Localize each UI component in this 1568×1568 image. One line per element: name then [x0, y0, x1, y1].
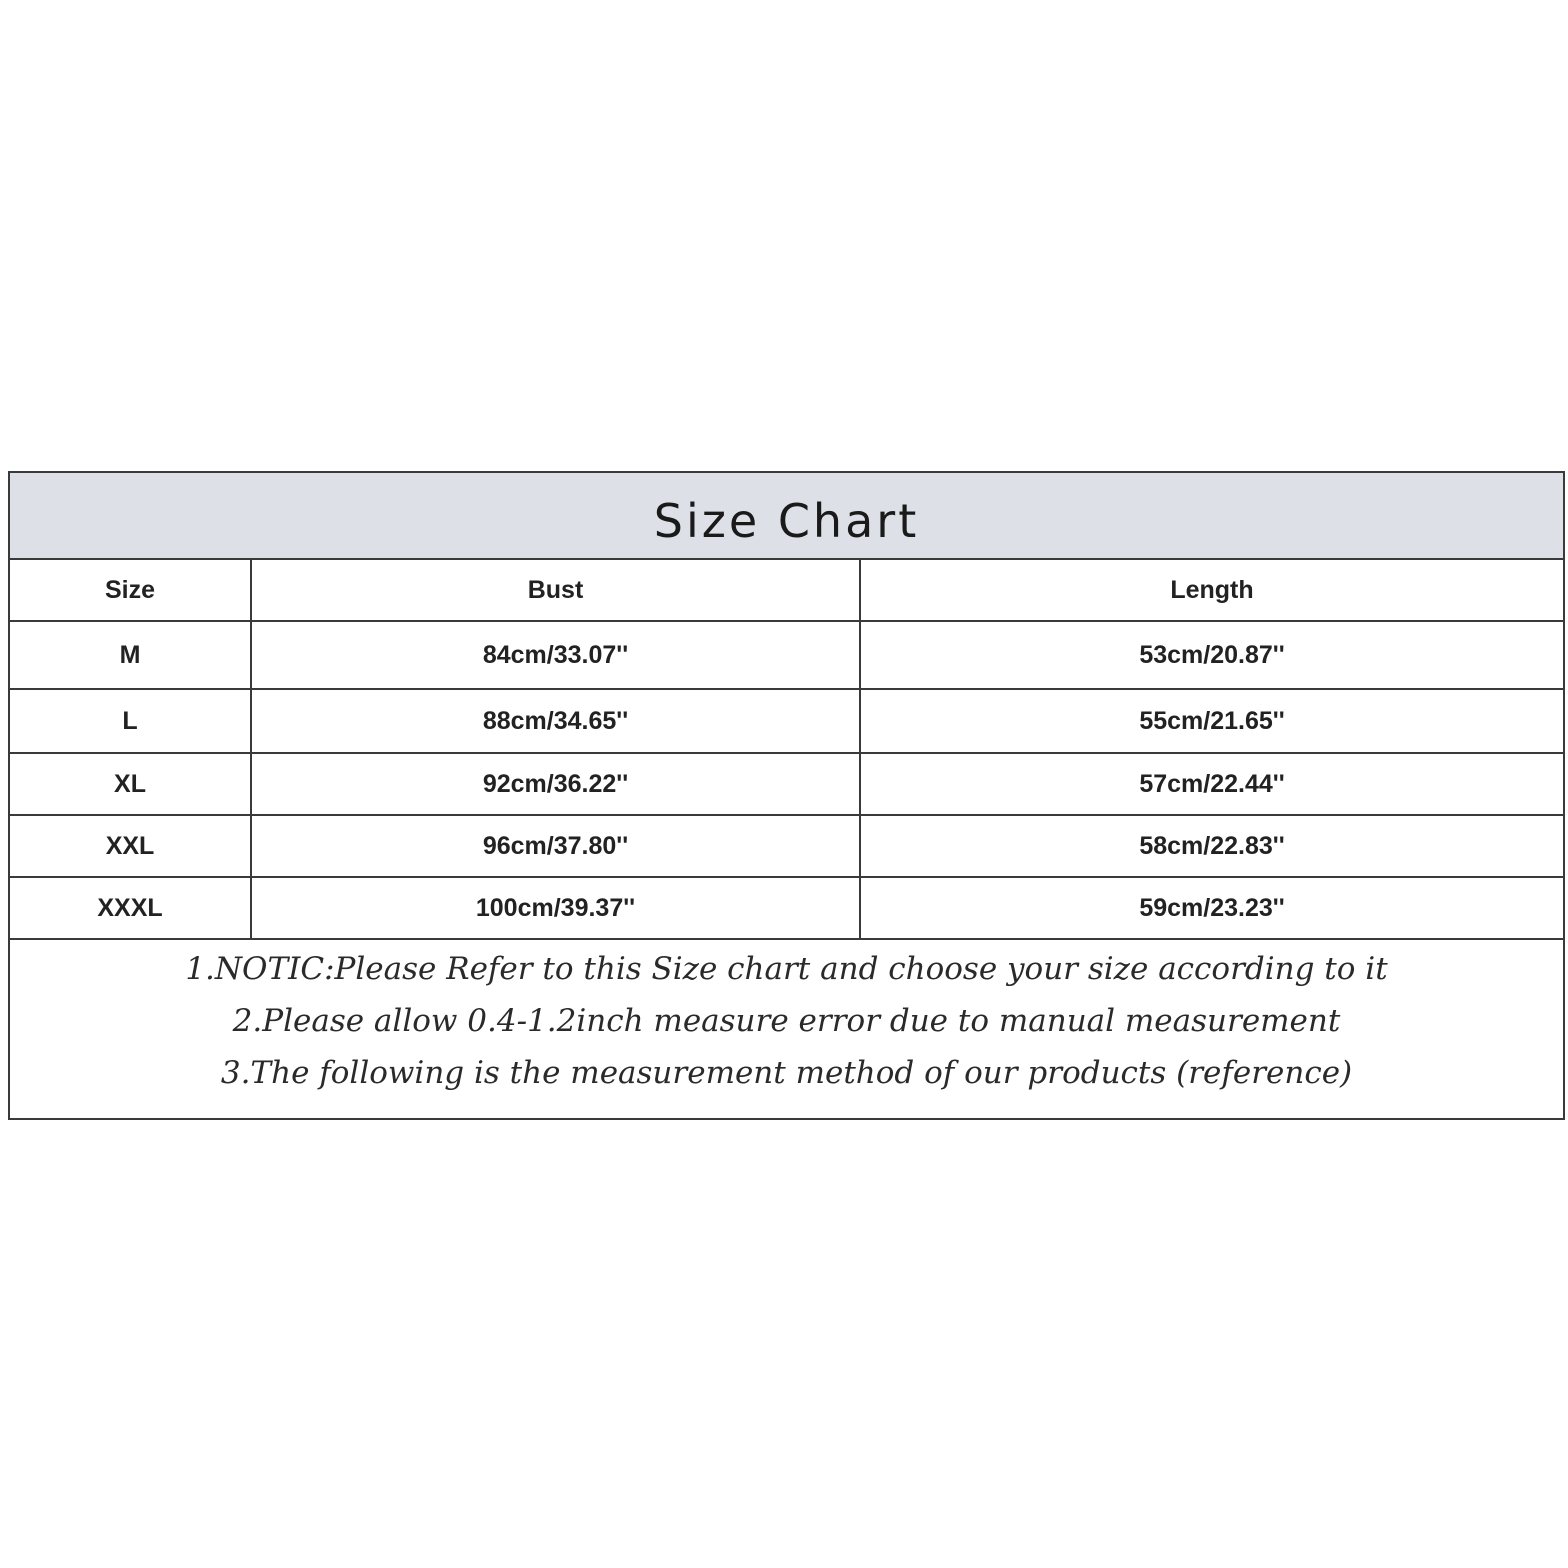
table-row	[10, 621, 1563, 689]
size-cell: XXL	[10, 815, 251, 877]
length-cell: 57cm/22.44''	[860, 753, 1563, 815]
length-cell: 59cm/23.23''	[860, 877, 1563, 939]
table-row	[10, 689, 1563, 753]
length-cell: 55cm/21.65''	[860, 689, 1563, 753]
note-line-1: 1.NOTIC:Please Refer to this Size chart and choose your size according to it	[185, 951, 1388, 987]
title-bar	[10, 473, 1563, 560]
bust-cell: 88cm/34.65''	[251, 689, 860, 753]
bust-cell: 96cm/37.80''	[251, 815, 860, 877]
table-row	[10, 877, 1563, 939]
bust-cell: 92cm/36.22''	[251, 753, 860, 815]
bust-cell: 84cm/33.07''	[251, 621, 860, 689]
size-cell: M	[10, 621, 251, 689]
length-cell: 53cm/20.87''	[860, 621, 1563, 689]
size-table	[10, 560, 1563, 940]
table-header-row	[10, 560, 1563, 621]
size-cell: XXXL	[10, 877, 251, 939]
note-line-3: 3.The following is the measurement method of our products (reference)	[220, 1055, 1353, 1091]
size-cell: XL	[10, 753, 251, 815]
chart-title: Size Chart	[653, 493, 920, 548]
header-length: Length	[860, 560, 1563, 621]
size-chart	[8, 471, 1565, 1120]
table-row	[10, 753, 1563, 815]
bust-cell: 100cm/39.37''	[251, 877, 860, 939]
notes-section	[10, 943, 1563, 1099]
header-size: Size	[10, 560, 251, 621]
note-line-2: 2.Please allow 0.4-1.2inch measure error due to manual measurement	[232, 1003, 1341, 1039]
length-cell: 58cm/22.83''	[860, 815, 1563, 877]
table-row	[10, 815, 1563, 877]
header-bust: Bust	[251, 560, 860, 621]
size-cell: L	[10, 689, 251, 753]
